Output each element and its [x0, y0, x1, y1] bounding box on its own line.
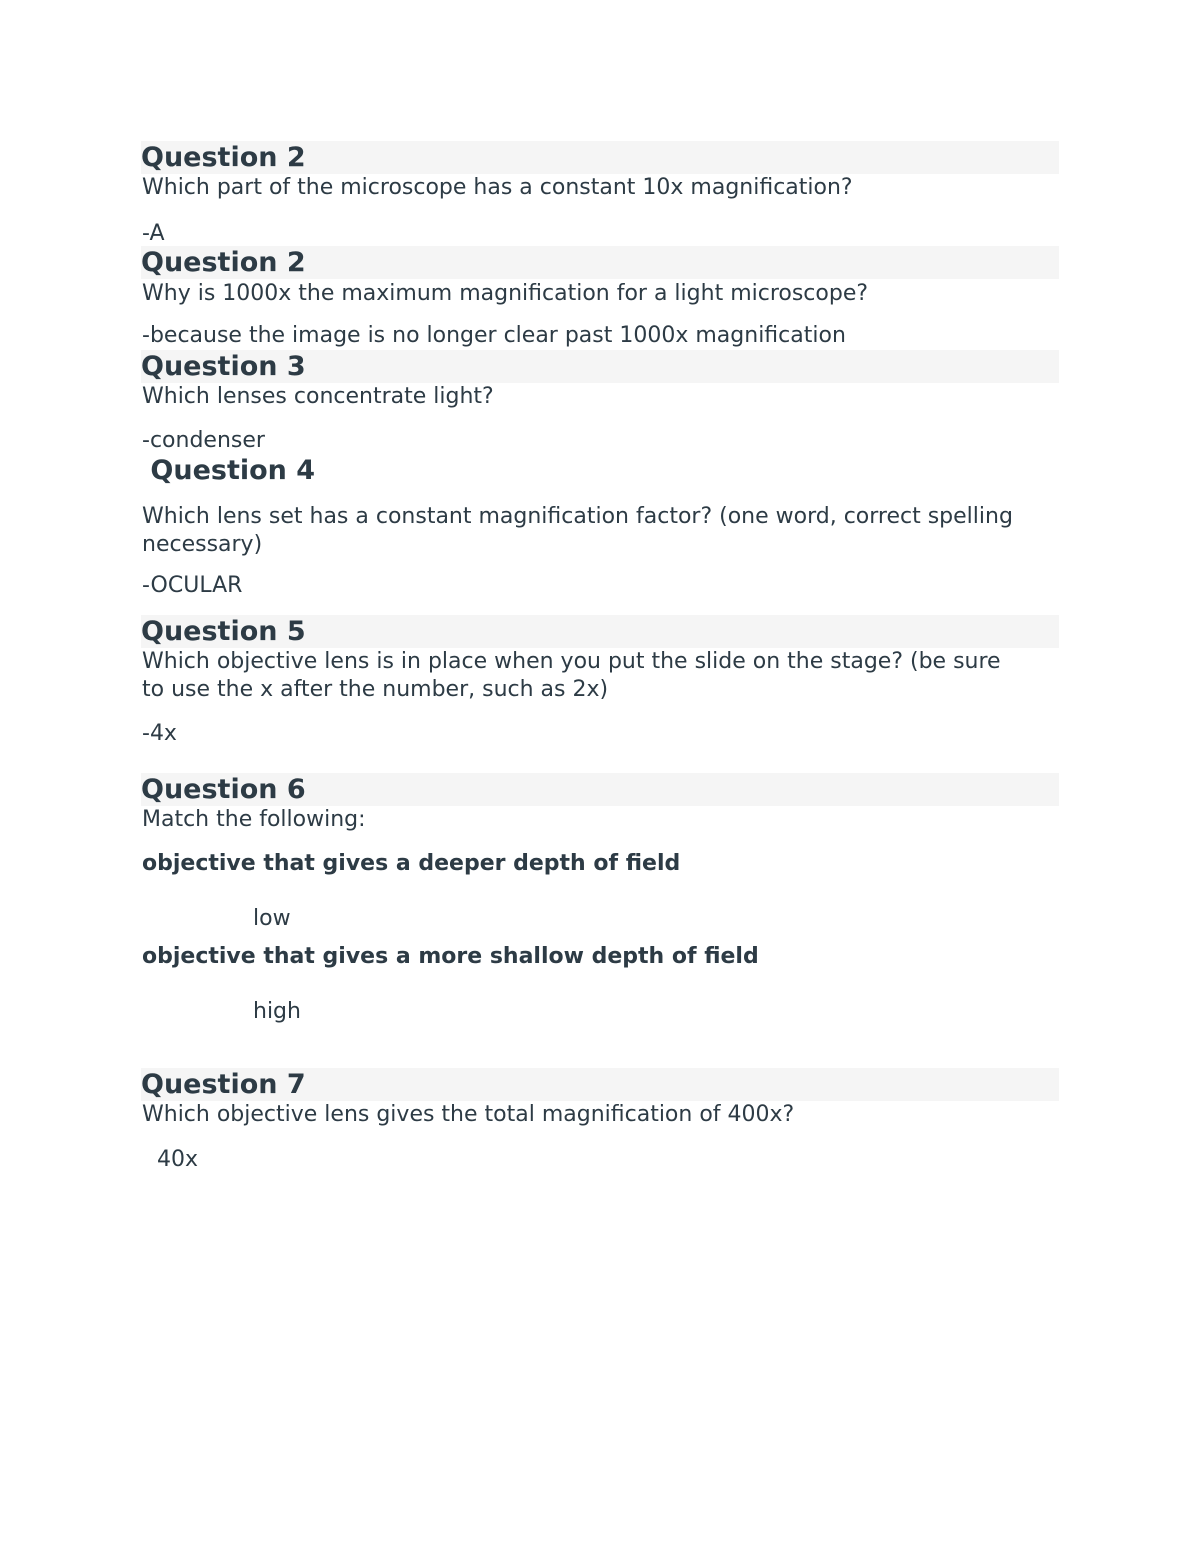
match-answer: high — [253, 999, 301, 1024]
question-text: Match the following: — [142, 807, 366, 832]
answer-text: -A — [142, 221, 165, 246]
question-text: Which lenses concentrate light? — [142, 384, 494, 409]
question-title: Question 6 — [141, 774, 306, 805]
match-label: objective that gives a more shallow depth of field — [142, 944, 759, 969]
question-text: Which objective lens is in place when you put the slide on the stage? (be sure to use the x after the number, such as 2x) — [142, 649, 1001, 702]
answer-text: -condenser — [142, 428, 265, 453]
answer-text: -4x — [142, 721, 177, 746]
question-title: Question 2 — [141, 142, 306, 173]
question-text: Which part of the microscope has a constant 10x magnification? — [142, 175, 853, 200]
answer-text: -OCULAR — [142, 573, 243, 598]
question-header — [141, 350, 1059, 383]
question-header — [141, 615, 1059, 648]
answer-text: 40x — [157, 1147, 199, 1172]
question-header — [141, 773, 1059, 806]
question-text: Which lens set has a constant magnification factor? (one word, correct spelling necessary) — [142, 504, 1013, 557]
question-header — [141, 246, 1059, 279]
question-title: Question 3 — [141, 351, 306, 382]
question-title: Question 2 — [141, 247, 306, 278]
match-label: objective that gives a deeper depth of field — [142, 851, 681, 876]
question-title: Question 4 — [141, 455, 316, 486]
question-text: Which objective lens gives the total magnification of 400x? — [142, 1102, 795, 1127]
question-title: Question 7 — [141, 1069, 306, 1100]
answer-text: -because the image is no longer clear past 1000x magnification — [142, 323, 846, 348]
match-answer: low — [253, 906, 291, 931]
question-header — [141, 141, 1059, 174]
question-text: Why is 1000x the maximum magnification for a light microscope? — [142, 281, 869, 306]
question-title: Question 5 — [141, 616, 306, 647]
question-header — [141, 1068, 1059, 1101]
